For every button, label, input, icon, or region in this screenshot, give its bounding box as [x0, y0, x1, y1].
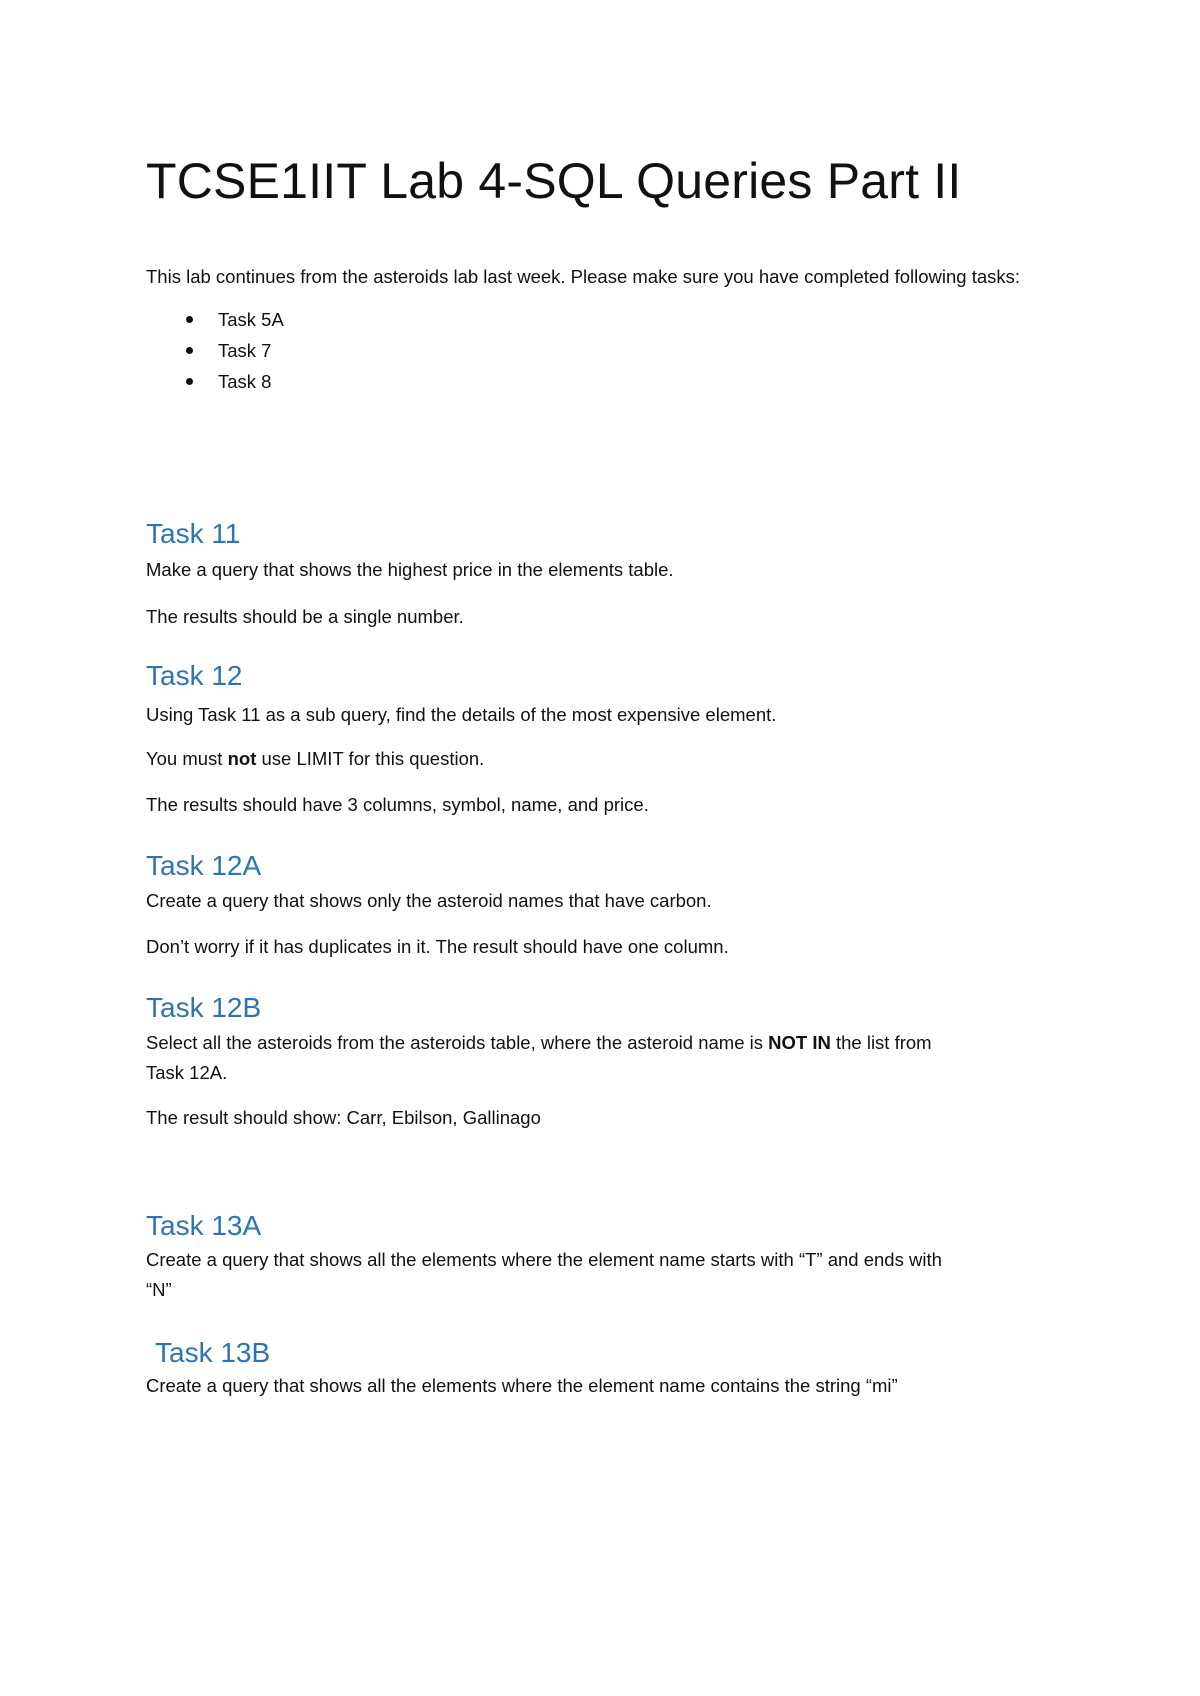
task-12b-paragraph-1-end: the list from	[830, 1032, 932, 1053]
task-13b-heading: Task 13B	[155, 1337, 271, 1368]
prerequisite-task-list	[146, 304, 284, 397]
task-12a-heading: Task 12A	[146, 850, 262, 881]
task-12b-heading: Task 12B	[146, 992, 262, 1023]
bullet-icon	[186, 316, 193, 323]
task-11-paragraph-2: The results should be a single number.	[146, 606, 464, 627]
task-12-paragraph-2	[146, 744, 484, 773]
list-item-label: Task 8	[218, 371, 272, 392]
page-title: TCSE1IIT Lab 4-SQL Queries Part II	[146, 153, 962, 209]
task-12-heading: Task 12	[146, 660, 243, 691]
task-12a-paragraph-2: Don’t worry if it has duplicates in it. The result should have one column.	[146, 936, 729, 957]
task-12-paragraph-3: The results should have 3 columns, symbol, name, and price.	[146, 794, 649, 815]
list-item-label: Task 5A	[218, 309, 284, 330]
task-13a-paragraph-line-2: “N”	[146, 1279, 172, 1300]
list-item	[146, 304, 284, 335]
task-12-paragraph-1: Using Task 11 as a sub query, find the details of the most expensive element.	[146, 704, 777, 725]
bullet-icon	[186, 378, 193, 385]
task-12a-paragraph-1: Create a query that shows only the asteroid names that have carbon.	[146, 890, 712, 911]
task-12b-paragraph-1-start: Select all the asteroids from the asteroids table, where the asteroid name is	[146, 1032, 769, 1053]
list-item	[146, 335, 284, 366]
intro-paragraph: This lab continues from the asteroids lab last week. Please make sure you have completed following tasks:	[146, 266, 1021, 287]
task-12b-paragraph-1-line-2: Task 12A.	[146, 1062, 228, 1083]
task-12b-emphasis-not-in: NOT IN	[768, 1032, 831, 1053]
task-12-paragraph-2-end: use LIMIT for this question.	[256, 748, 485, 769]
task-13b-paragraph: Create a query that shows all the elements where the element name contains the string “mi”	[146, 1375, 898, 1396]
task-12b-paragraph-1-line-1	[146, 1028, 932, 1057]
task-13a-paragraph-line-1: Create a query that shows all the elements where the element name starts with “T” and ends with	[146, 1249, 942, 1270]
task-12-paragraph-2-start: You must	[146, 748, 228, 769]
task-11-heading: Task 11	[146, 518, 241, 549]
bullet-icon	[186, 347, 193, 354]
task-12b-paragraph-2: The result should show: Carr, Ebilson, Gallinago	[146, 1107, 541, 1128]
task-11-paragraph-1: Make a query that shows the highest price in the elements table.	[146, 559, 674, 580]
task-12-emphasis-not: not	[227, 748, 257, 769]
list-item	[146, 366, 284, 397]
task-13a-heading: Task 13A	[146, 1210, 262, 1241]
list-item-label: Task 7	[218, 340, 272, 361]
